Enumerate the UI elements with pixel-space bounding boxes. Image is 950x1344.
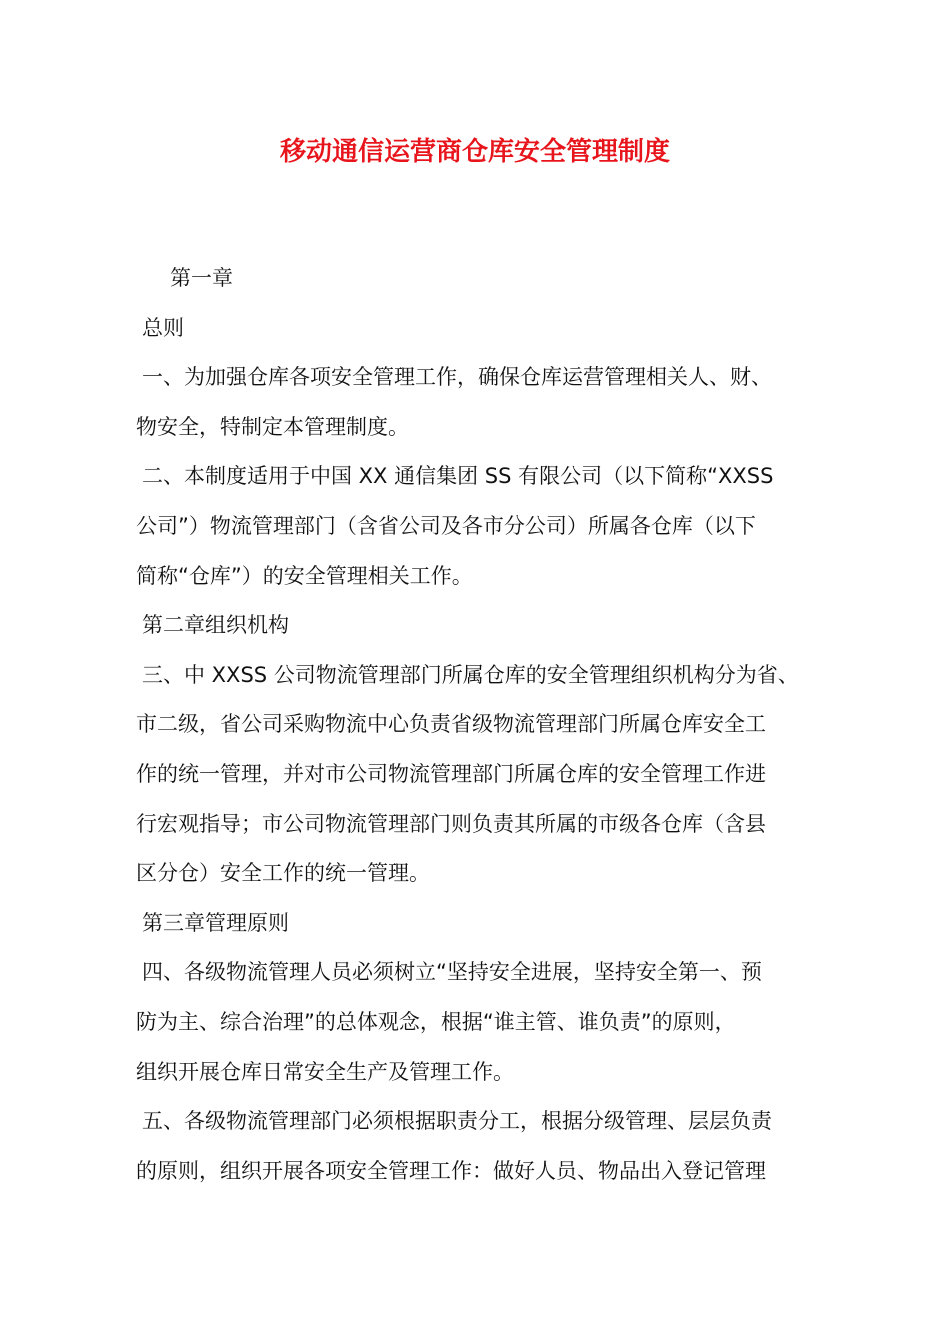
document-body [136, 254, 826, 1196]
document-line: 简称“仓库”）的安全管理相关工作。 [136, 563, 473, 588]
document-line: 作的统一管理，并对市公司物流管理部门所属仓库的安全管理工作进 [136, 761, 766, 786]
document-line: 总则 [142, 315, 184, 340]
document-line: 防为主、综合治理”的总体观念，根据“谁主管、谁负责”的原则， [136, 1009, 736, 1034]
document-line: 公司”）物流管理部门（含省公司及各市分公司）所属各仓库（以下 [136, 513, 756, 538]
document-line: 第二章组织机构 [142, 613, 289, 638]
document-line: 的原则，组织开展各项安全管理工作：做好人员、物品出入登记管理 [136, 1158, 766, 1183]
document-line: 行宏观指导；市公司物流管理部门则负责其所属的市级各仓库（含县 [136, 811, 766, 836]
document-line: 第一章 [170, 266, 233, 290]
document-line: 四、各级物流管理人员必须树立“坚持安全进展，坚持安全第一、预 [142, 960, 762, 985]
document-line: 市二级，省公司采购物流中心负责省级物流管理部门所属仓库安全工 [136, 712, 766, 737]
document-line: 第三章管理原则 [142, 910, 289, 935]
document-line: 区分仓）安全工作的统一管理。 [136, 861, 430, 886]
document-line: 物安全，特制定本管理制度。 [136, 414, 409, 439]
document-title: 移动通信运营商仓库安全管理制度 [279, 137, 670, 167]
document-line: 三、中 XXSS 公司物流管理部门所属仓库的安全管理组织机构分为省、 [142, 662, 799, 687]
document-line: 五、各级物流管理部门必须根据职责分工，根据分级管理、层层负责 [142, 1109, 772, 1134]
document-line: 二、本制度适用于中国 XX 通信集团 SS 有限公司（以下简称“XXSS [142, 464, 774, 489]
document-line: 组织开展仓库日常安全生产及管理工作。 [136, 1059, 514, 1084]
document-line: 一、为加强仓库各项安全管理工作，确保仓库运营管理相关人、财、 [142, 365, 772, 390]
